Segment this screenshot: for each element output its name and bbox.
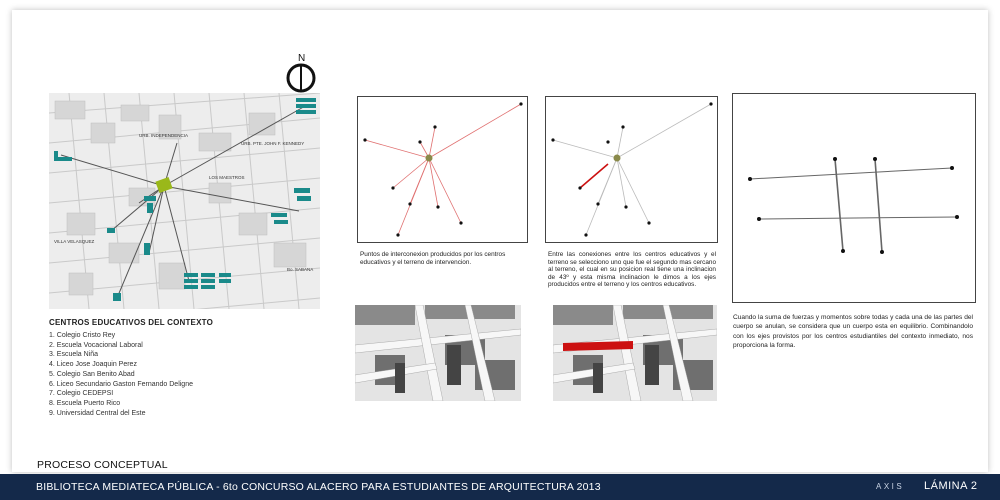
map-label-independencia: URB. INDEPENDENCIA [139, 133, 189, 138]
map-label-maestros: LOS MAESTROS [209, 175, 245, 180]
interconnection-caption: Puntos de interconexion producidos por los centros educativos y el terreno de intervencion. [360, 251, 506, 266]
footer-bar [0, 474, 1000, 500]
legend-item: 5. Colegio San Benito Abad [49, 370, 135, 378]
render-3d-selected [553, 305, 717, 401]
selection-caption: Entre las conexiones entre los centros educativos y el terreno se selecciono uno que fue el segundo mas cercano al terreno, el cual en su posicion real tiene una inclinacion de 43º y esta misma inclinacion le dimos a los ejes producidos entre el terreno y los centros educativos. [548, 251, 716, 289]
schools-legend [49, 318, 329, 418]
equilibrium-axes-diagram [732, 93, 976, 303]
sheet-number: LÁMINA 2 [924, 480, 978, 492]
legend-item: 8. Escuela Puerto Rico [49, 399, 121, 407]
legend-item: 1. Colegio Cristo Rey [49, 332, 116, 339]
selected-axis-diagram [545, 96, 718, 243]
map-label-villa: VILLA VELASQUEZ [54, 239, 95, 244]
section-label: PROCESO CONCEPTUAL [37, 459, 168, 471]
north-arrow-icon [284, 52, 318, 94]
north-label: N [298, 53, 306, 64]
legend-title: CENTROS EDUCATIVOS DEL CONTEXTO [49, 318, 213, 327]
context-map [49, 93, 320, 309]
legend-item: 4. Liceo Jose Joaquin Perez [49, 361, 137, 369]
equilibrium-caption: Cuando la suma de fuerzas y momentos sobre todas y cada una de las partes del cuerpo se anulan, se considera que un cuerpo esta en equilibrio. Combinandolo con los ejes provistos por los centros estudiantiles del contexto inmediato, nos proporciona la forma. [733, 314, 973, 349]
legend-item: 9. Universidad Central del Este [49, 409, 146, 417]
axis-logo: AXIS [876, 482, 905, 491]
footer-title: BIBLIOTECA MEDIATECA PÚBLICA - 6to CONCURSO ALACERO PARA ESTUDIANTES DE ARQUITECTURA 2013 [36, 481, 601, 493]
map-label-kennedy: URB. PTE. JOHN F. KENNEDY [241, 141, 305, 146]
legend-item: 6. Liceo Secundario Gaston Fernando Deligne [49, 380, 193, 388]
render-3d-grid [355, 305, 521, 401]
legend-item: 2. Escuela Vocacional Laboral [49, 341, 143, 349]
map-label-sabana: Bo. SABANA [287, 267, 314, 272]
legend-item: 3. Escuela Niña [49, 351, 99, 359]
legend-item: 7. Colegio CEDEPSI [49, 390, 114, 398]
interconnection-diagram [357, 96, 528, 243]
